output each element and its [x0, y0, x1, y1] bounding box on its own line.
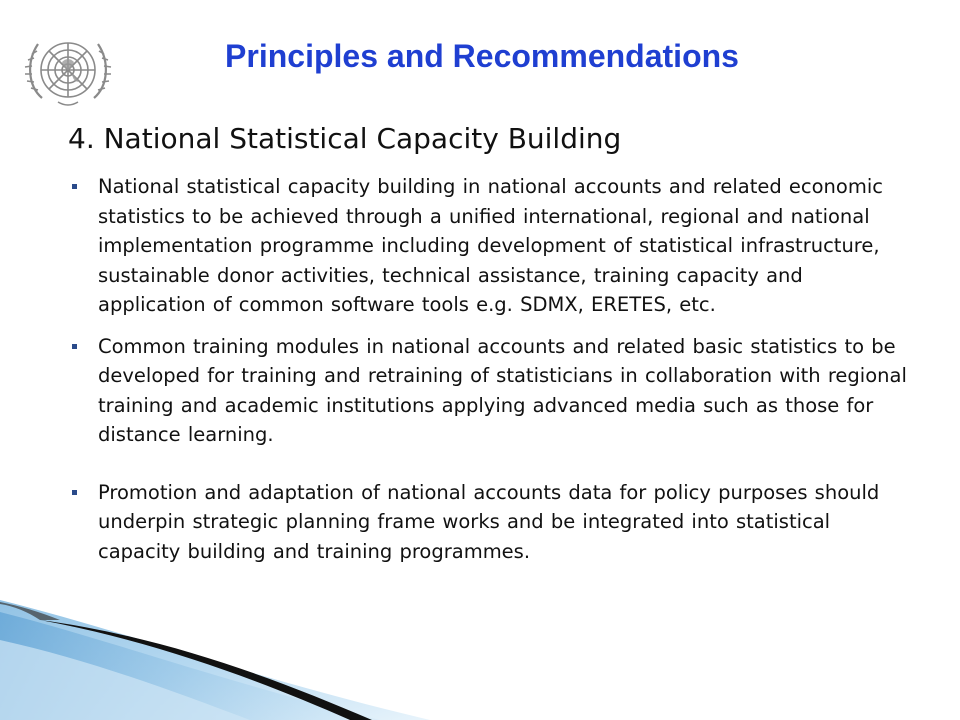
bullet-text: Common training modules in national accounts and related basic statistics to be developed for training and retraining of statisticians in collaboration with regional training and academic institutions applying advanced media such as those for distance learning. — [98, 334, 907, 446]
bullet-marker-icon — [72, 490, 77, 495]
bullet-item — [70, 478, 910, 567]
bullet-text: Promotion and adaptation of national accounts data for policy purposes should underpin strategic planning frame works and be integrated into statistical capacity building and training programmes. — [98, 480, 880, 563]
bullet-marker-icon — [72, 184, 77, 189]
bullet-list — [70, 172, 910, 566]
slide-title — [0, 38, 960, 75]
bullet-marker-icon — [72, 344, 77, 349]
bullet-item — [70, 332, 910, 450]
slide-title-text: Principles and Recommendations — [225, 38, 739, 74]
bullet-text: National statistical capacity building in national accounts and related economic statistics to be achieved through a unified international, regional and national implementation programme including development of statistical infrastructure, sustainable donor activities, technical assistance, training capacity and application of common software tools e.g. SDMX, ERETES, etc. — [98, 175, 883, 316]
section-heading: 4. National Statistical Capacity Building — [68, 122, 622, 155]
bullet-item — [70, 172, 910, 320]
